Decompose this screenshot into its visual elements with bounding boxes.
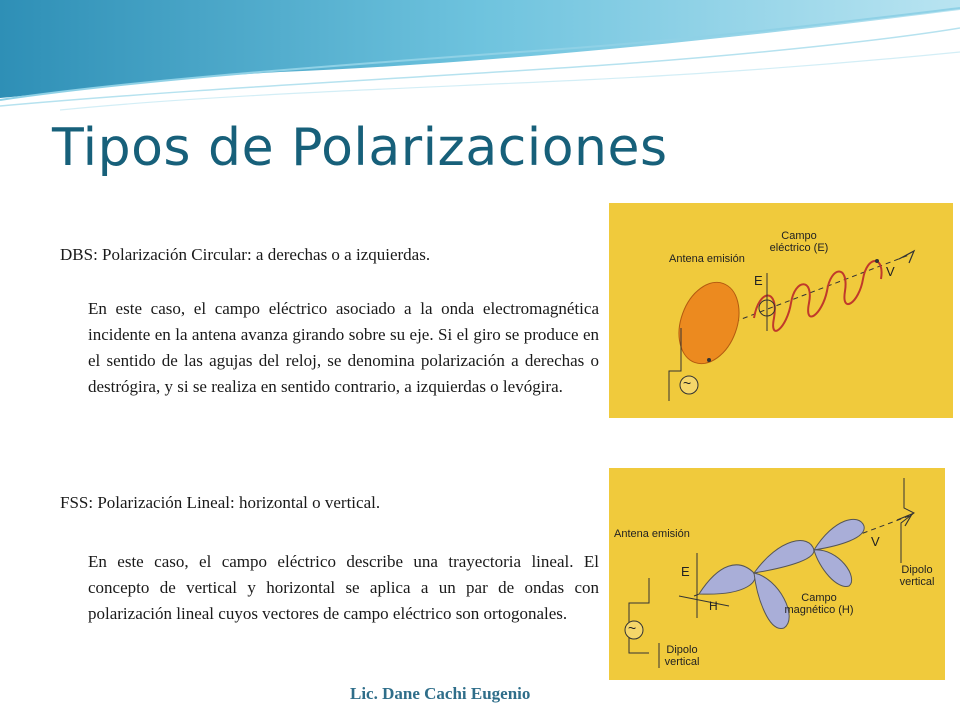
circular-polarization-description: En este caso, el campo eléctrico asociado a la onda electromagnética incidente en la antena avanza girando sobre su eje. Si el giro se produce en el sentido de las agujas del reloj, se denomina polarización a derechas o destrógira, y si se realiza en sentido contrario, a izquierdas o levógira. <box>88 299 599 396</box>
linear-ac-source-icon: ~ <box>628 620 637 636</box>
dipole-right-label: Dipolo vertical <box>899 564 935 588</box>
ac-source-icon: ~ <box>683 375 692 391</box>
h-label: H <box>709 599 718 613</box>
antenna-emission-label: Antena emisión <box>669 253 745 265</box>
linear-e-label: E <box>681 564 690 579</box>
electric-field-label: Campo eléctrico (E) <box>769 230 829 254</box>
dipole-bottom-label: Dipolo vertical <box>664 644 700 668</box>
header-wave-decoration <box>0 0 960 115</box>
page-title: Tipos de Polarizaciones <box>52 118 668 178</box>
linear-antenna-emission-label: Antena emisión <box>614 528 690 540</box>
circular-polarization-figure <box>609 203 953 418</box>
linear-polarization-heading: FSS: Polarización Lineal: horizontal o vertical. <box>60 493 381 512</box>
e-label: E <box>754 273 763 288</box>
author-footer: Lic. Dane Cachi Eugenio <box>350 684 531 703</box>
circular-polarization-heading: DBS: Polarización Circular: a derechas o a izquierdas. <box>60 245 431 264</box>
linear-polarization-description: En este caso, el campo eléctrico describe una trayectoria lineal. El concepto de vertical y horizontal se aplica a un par de ondas con polarización lineal cuyos vectores de campo eléctrico son ortogonales. <box>88 552 599 623</box>
magnetic-field-label: Campo magnético (H) <box>784 592 854 616</box>
v-label: V <box>886 264 895 279</box>
linear-v-label: V <box>871 534 880 549</box>
linear-polarization-figure <box>609 468 945 680</box>
